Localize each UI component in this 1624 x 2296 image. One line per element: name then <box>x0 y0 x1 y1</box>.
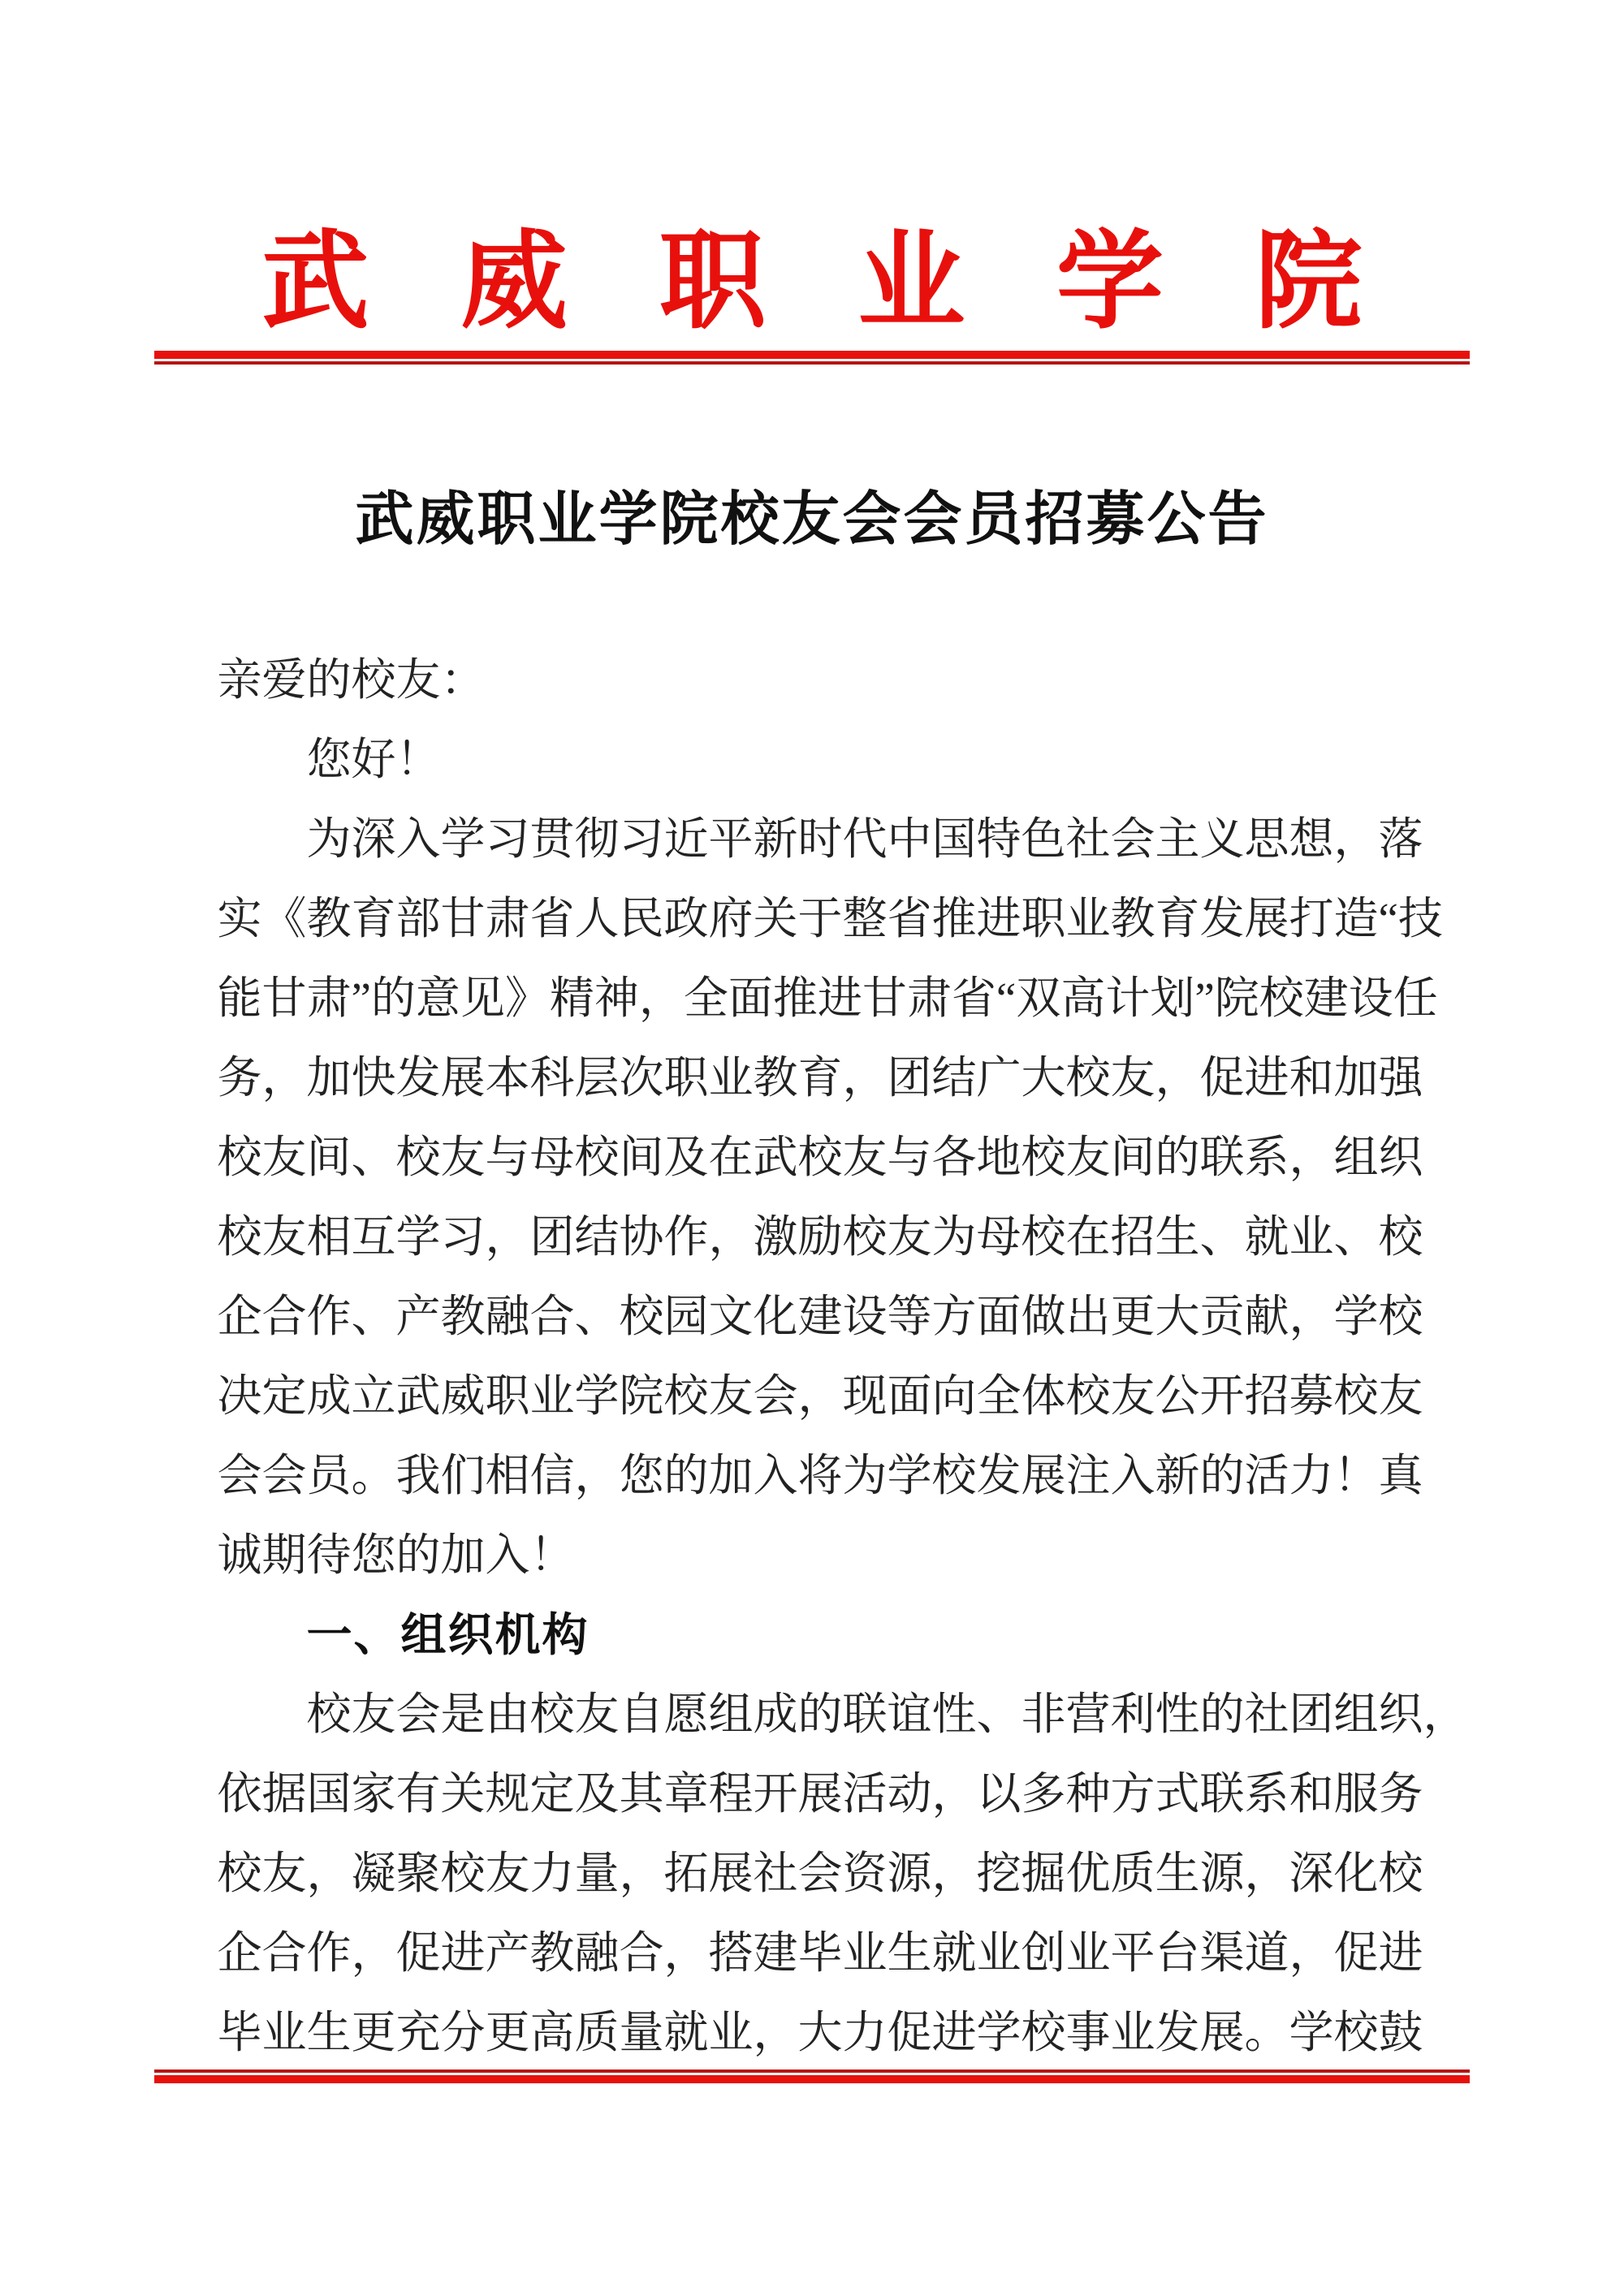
letterhead-char: 职 <box>659 222 767 342</box>
document-body <box>217 641 1468 2073</box>
header-rule <box>154 351 1470 365</box>
header-rule-thin-line <box>154 361 1470 365</box>
letterhead-char: 业 <box>857 222 965 342</box>
body-line: 能甘肃”的意见》精神，全面推进甘肃省“双高计划”院校建设任 <box>217 973 1438 1023</box>
letterhead-char: 院 <box>1255 222 1363 342</box>
body-line: 务，加快发展本科层次职业教育，团结广大校友，促进和加强 <box>217 1053 1423 1103</box>
body-line: 会会员。我们相信，您的加入将为学校发展注入新的活力！真 <box>217 1451 1423 1500</box>
body-line: 实《教育部甘肃省人民政府关于整省推进职业教育发展打造“技 <box>217 894 1443 943</box>
letterhead-char: 武 <box>261 222 369 342</box>
document-title: 武威职业学院校友会会员招募公告 <box>355 487 1269 552</box>
letterhead <box>261 222 1363 342</box>
body-line: 诚期待您的加入！ <box>217 1530 575 1580</box>
body-line: 校友相互学习，团结协作，激励校友为母校在招生、就业、校 <box>217 1212 1423 1262</box>
body-line: 企合作、产教融合、校园文化建设等方面做出更大贡献，学校 <box>217 1292 1423 1341</box>
footer-rule-thick-line <box>154 2075 1470 2083</box>
body-line: 为深入学习贯彻习近平新时代中国特色社会主义思想，落 <box>306 814 1423 864</box>
body-line: 毕业生更充分更高质量就业，大力促进学校事业发展。学校鼓 <box>217 2008 1423 2057</box>
body-line: 校友间、校友与母校间及在武校友与各地校友间的联系，组织 <box>217 1133 1423 1182</box>
letterhead-char: 学 <box>1056 222 1164 342</box>
letterhead-char: 威 <box>460 222 568 342</box>
body-line: 校友会是由校友自愿组成的联谊性、非营利性的社团组织， <box>306 1690 1468 1739</box>
body-line: 企合作，促进产教融合，搭建毕业生就业创业平台渠道，促进 <box>217 1928 1423 1978</box>
salutation-line: 您好！ <box>306 735 441 784</box>
body-line: 依据国家有关规定及其章程开展活动，以多种方式联系和服务 <box>217 1769 1423 1819</box>
greeting-line: 亲爱的校友： <box>217 655 486 705</box>
section-heading: 一、组织机构 <box>306 1609 590 1660</box>
body-line: 决定成立武威职业学院校友会，现面向全体校友公开招募校友 <box>217 1371 1423 1421</box>
header-rule-thick-line <box>154 351 1470 359</box>
body-line: 校友，凝聚校友力量，拓展社会资源，挖掘优质生源，深化校 <box>217 1849 1423 1898</box>
